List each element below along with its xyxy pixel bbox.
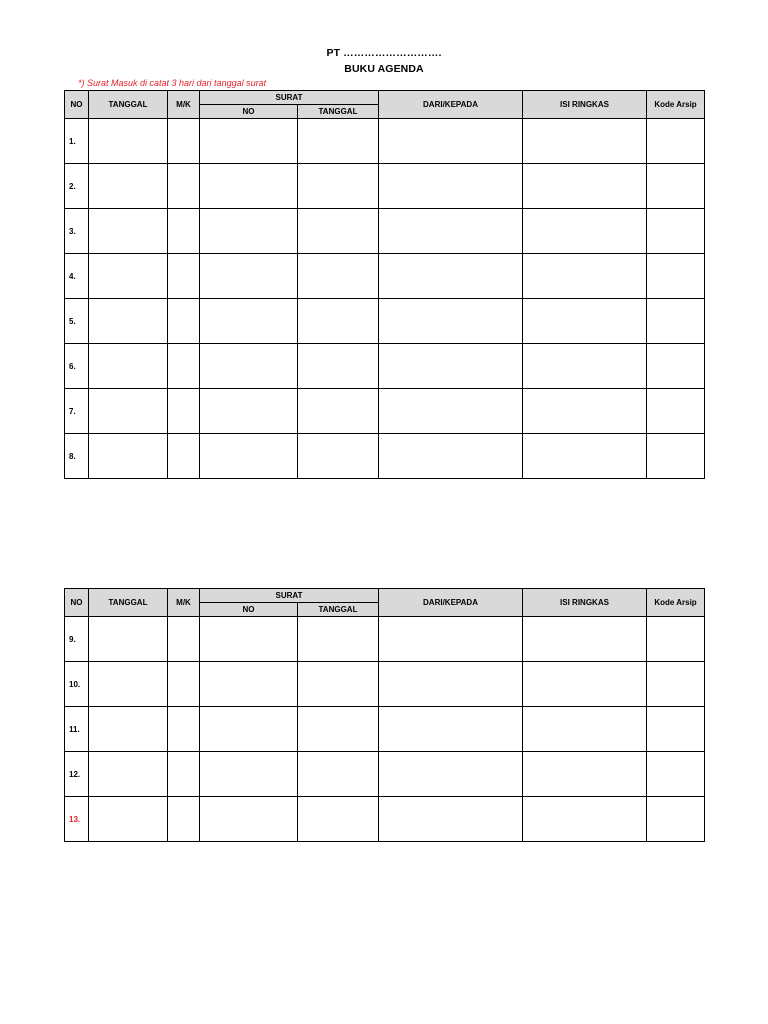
- row-number: 4.: [65, 254, 89, 299]
- cell-mk[interactable]: [168, 119, 200, 164]
- col-header-isi-ringkas: ISI RINGKAS: [523, 589, 647, 617]
- cell-dari-kepada[interactable]: [379, 344, 523, 389]
- cell-surat-no[interactable]: [200, 389, 298, 434]
- cell-surat-no[interactable]: [200, 617, 298, 662]
- row-number: 6.: [65, 344, 89, 389]
- cell-kode-arsip[interactable]: [647, 119, 705, 164]
- col-header-isi-ringkas: ISI RINGKAS: [523, 91, 647, 119]
- cell-surat-tanggal[interactable]: [298, 797, 379, 842]
- cell-dari-kepada[interactable]: [379, 164, 523, 209]
- col-header-surat: SURAT: [200, 91, 379, 105]
- table-row: [65, 752, 705, 797]
- table-row: [65, 662, 705, 707]
- cell-kode-arsip[interactable]: [647, 344, 705, 389]
- cell-isi-ringkas[interactable]: [523, 164, 647, 209]
- cell-dari-kepada[interactable]: [379, 299, 523, 344]
- table-row: [65, 797, 705, 842]
- table-row: [65, 299, 705, 344]
- col-header-surat-tanggal: TANGGAL: [298, 105, 379, 119]
- table-row: [65, 344, 705, 389]
- cell-tanggal[interactable]: [89, 389, 168, 434]
- col-header-kode-arsip: Kode Arsip: [647, 589, 705, 617]
- cell-surat-tanggal[interactable]: [298, 434, 379, 479]
- cell-kode-arsip[interactable]: [647, 662, 705, 707]
- table-row: [65, 209, 705, 254]
- cell-surat-tanggal[interactable]: [298, 119, 379, 164]
- cell-tanggal[interactable]: [89, 617, 168, 662]
- cell-surat-no[interactable]: [200, 254, 298, 299]
- cell-surat-no[interactable]: [200, 662, 298, 707]
- cell-surat-tanggal[interactable]: [298, 209, 379, 254]
- cell-surat-tanggal[interactable]: [298, 752, 379, 797]
- cell-mk[interactable]: [168, 797, 200, 842]
- cell-kode-arsip[interactable]: [647, 389, 705, 434]
- cell-isi-ringkas[interactable]: [523, 752, 647, 797]
- row-number: 10.: [65, 662, 89, 707]
- cell-tanggal[interactable]: [89, 434, 168, 479]
- table-row: [65, 389, 705, 434]
- cell-isi-ringkas[interactable]: [523, 299, 647, 344]
- row-number: 3.: [65, 209, 89, 254]
- cell-dari-kepada[interactable]: [379, 209, 523, 254]
- cell-tanggal[interactable]: [89, 752, 168, 797]
- company-name-line: PT ……………………….: [326, 47, 442, 59]
- cell-surat-tanggal[interactable]: [298, 344, 379, 389]
- cell-mk[interactable]: [168, 617, 200, 662]
- cell-kode-arsip[interactable]: [647, 254, 705, 299]
- cell-kode-arsip[interactable]: [647, 164, 705, 209]
- table-row: [65, 254, 705, 299]
- cell-dari-kepada[interactable]: [379, 434, 523, 479]
- cell-surat-no[interactable]: [200, 164, 298, 209]
- cell-surat-tanggal[interactable]: [298, 299, 379, 344]
- cell-kode-arsip[interactable]: [647, 209, 705, 254]
- row-number: 7.: [65, 389, 89, 434]
- cell-surat-no[interactable]: [200, 434, 298, 479]
- cell-isi-ringkas[interactable]: [523, 209, 647, 254]
- col-header-mk: M/K: [168, 91, 200, 119]
- cell-surat-no[interactable]: [200, 209, 298, 254]
- cell-dari-kepada[interactable]: [379, 752, 523, 797]
- cell-mk[interactable]: [168, 707, 200, 752]
- cell-tanggal[interactable]: [89, 119, 168, 164]
- table-row: [65, 617, 705, 662]
- cell-isi-ringkas[interactable]: [523, 119, 647, 164]
- row-number: 8.: [65, 434, 89, 479]
- cell-mk[interactable]: [168, 344, 200, 389]
- cell-surat-no[interactable]: [200, 119, 298, 164]
- row-number: 11.: [65, 707, 89, 752]
- table-row: [65, 164, 705, 209]
- cell-isi-ringkas[interactable]: [523, 707, 647, 752]
- cell-isi-ringkas[interactable]: [523, 617, 647, 662]
- cell-dari-kepada[interactable]: [379, 254, 523, 299]
- cell-dari-kepada[interactable]: [379, 119, 523, 164]
- cell-surat-no[interactable]: [200, 299, 298, 344]
- cell-surat-tanggal[interactable]: [298, 707, 379, 752]
- cell-surat-no[interactable]: [200, 344, 298, 389]
- cell-surat-tanggal[interactable]: [298, 389, 379, 434]
- col-header-dari-kepada: DARI/KEPADA: [379, 91, 523, 119]
- cell-kode-arsip[interactable]: [647, 707, 705, 752]
- cell-tanggal[interactable]: [89, 254, 168, 299]
- cell-tanggal[interactable]: [89, 344, 168, 389]
- cell-dari-kepada[interactable]: [379, 389, 523, 434]
- cell-isi-ringkas[interactable]: [523, 344, 647, 389]
- cell-surat-tanggal[interactable]: [298, 254, 379, 299]
- col-header-mk: M/K: [168, 589, 200, 617]
- cell-dari-kepada[interactable]: [379, 662, 523, 707]
- cell-kode-arsip[interactable]: [647, 299, 705, 344]
- table-row: [65, 434, 705, 479]
- cell-surat-no[interactable]: [200, 752, 298, 797]
- col-header-surat-no: NO: [200, 105, 298, 119]
- cell-surat-no[interactable]: [200, 707, 298, 752]
- cell-kode-arsip[interactable]: [647, 752, 705, 797]
- document-title: BUKU AGENDA: [344, 63, 424, 75]
- cell-isi-ringkas[interactable]: [523, 434, 647, 479]
- cell-mk[interactable]: [168, 434, 200, 479]
- cell-tanggal[interactable]: [89, 164, 168, 209]
- cell-surat-no[interactable]: [200, 797, 298, 842]
- col-header-tanggal: TANGGAL: [89, 91, 168, 119]
- col-header-no: NO: [65, 91, 89, 119]
- cell-kode-arsip[interactable]: [647, 797, 705, 842]
- col-header-surat-tanggal: TANGGAL: [298, 603, 379, 617]
- cell-dari-kepada[interactable]: [379, 707, 523, 752]
- col-header-kode-arsip: Kode Arsip: [647, 91, 705, 119]
- cell-mk[interactable]: [168, 254, 200, 299]
- cell-tanggal[interactable]: [89, 209, 168, 254]
- col-header-tanggal: TANGGAL: [89, 589, 168, 617]
- cell-mk[interactable]: [168, 209, 200, 254]
- col-header-no: NO: [65, 589, 89, 617]
- agenda-table: [64, 90, 705, 479]
- table-row: [65, 119, 705, 164]
- cell-tanggal[interactable]: [89, 707, 168, 752]
- col-header-surat: SURAT: [200, 589, 379, 603]
- row-number: 13.: [65, 797, 89, 842]
- cell-kode-arsip[interactable]: [647, 617, 705, 662]
- cell-isi-ringkas[interactable]: [523, 254, 647, 299]
- cell-mk[interactable]: [168, 389, 200, 434]
- cell-isi-ringkas[interactable]: [523, 389, 647, 434]
- col-header-surat-no: NO: [200, 603, 298, 617]
- cell-tanggal[interactable]: [89, 662, 168, 707]
- cell-dari-kepada[interactable]: [379, 797, 523, 842]
- cell-surat-tanggal[interactable]: [298, 617, 379, 662]
- agenda-table: [64, 588, 705, 842]
- row-number: 12.: [65, 752, 89, 797]
- cell-mk[interactable]: [168, 164, 200, 209]
- cell-dari-kepada[interactable]: [379, 617, 523, 662]
- cell-isi-ringkas[interactable]: [523, 662, 647, 707]
- row-number: 9.: [65, 617, 89, 662]
- cell-tanggal[interactable]: [89, 299, 168, 344]
- note-text: *) Surat Masuk di catat 3 hari dari tanggal surat: [78, 78, 267, 88]
- cell-kode-arsip[interactable]: [647, 434, 705, 479]
- table-body: [65, 119, 705, 479]
- cell-isi-ringkas[interactable]: [523, 797, 647, 842]
- row-number: 2.: [65, 164, 89, 209]
- cell-mk[interactable]: [168, 752, 200, 797]
- cell-tanggal[interactable]: [89, 797, 168, 842]
- cell-mk[interactable]: [168, 662, 200, 707]
- table-body: [65, 617, 705, 842]
- cell-surat-tanggal[interactable]: [298, 164, 379, 209]
- cell-mk[interactable]: [168, 299, 200, 344]
- cell-surat-tanggal[interactable]: [298, 662, 379, 707]
- col-header-dari-kepada: DARI/KEPADA: [379, 589, 523, 617]
- row-number: 5.: [65, 299, 89, 344]
- table-row: [65, 707, 705, 752]
- row-number: 1.: [65, 119, 89, 164]
